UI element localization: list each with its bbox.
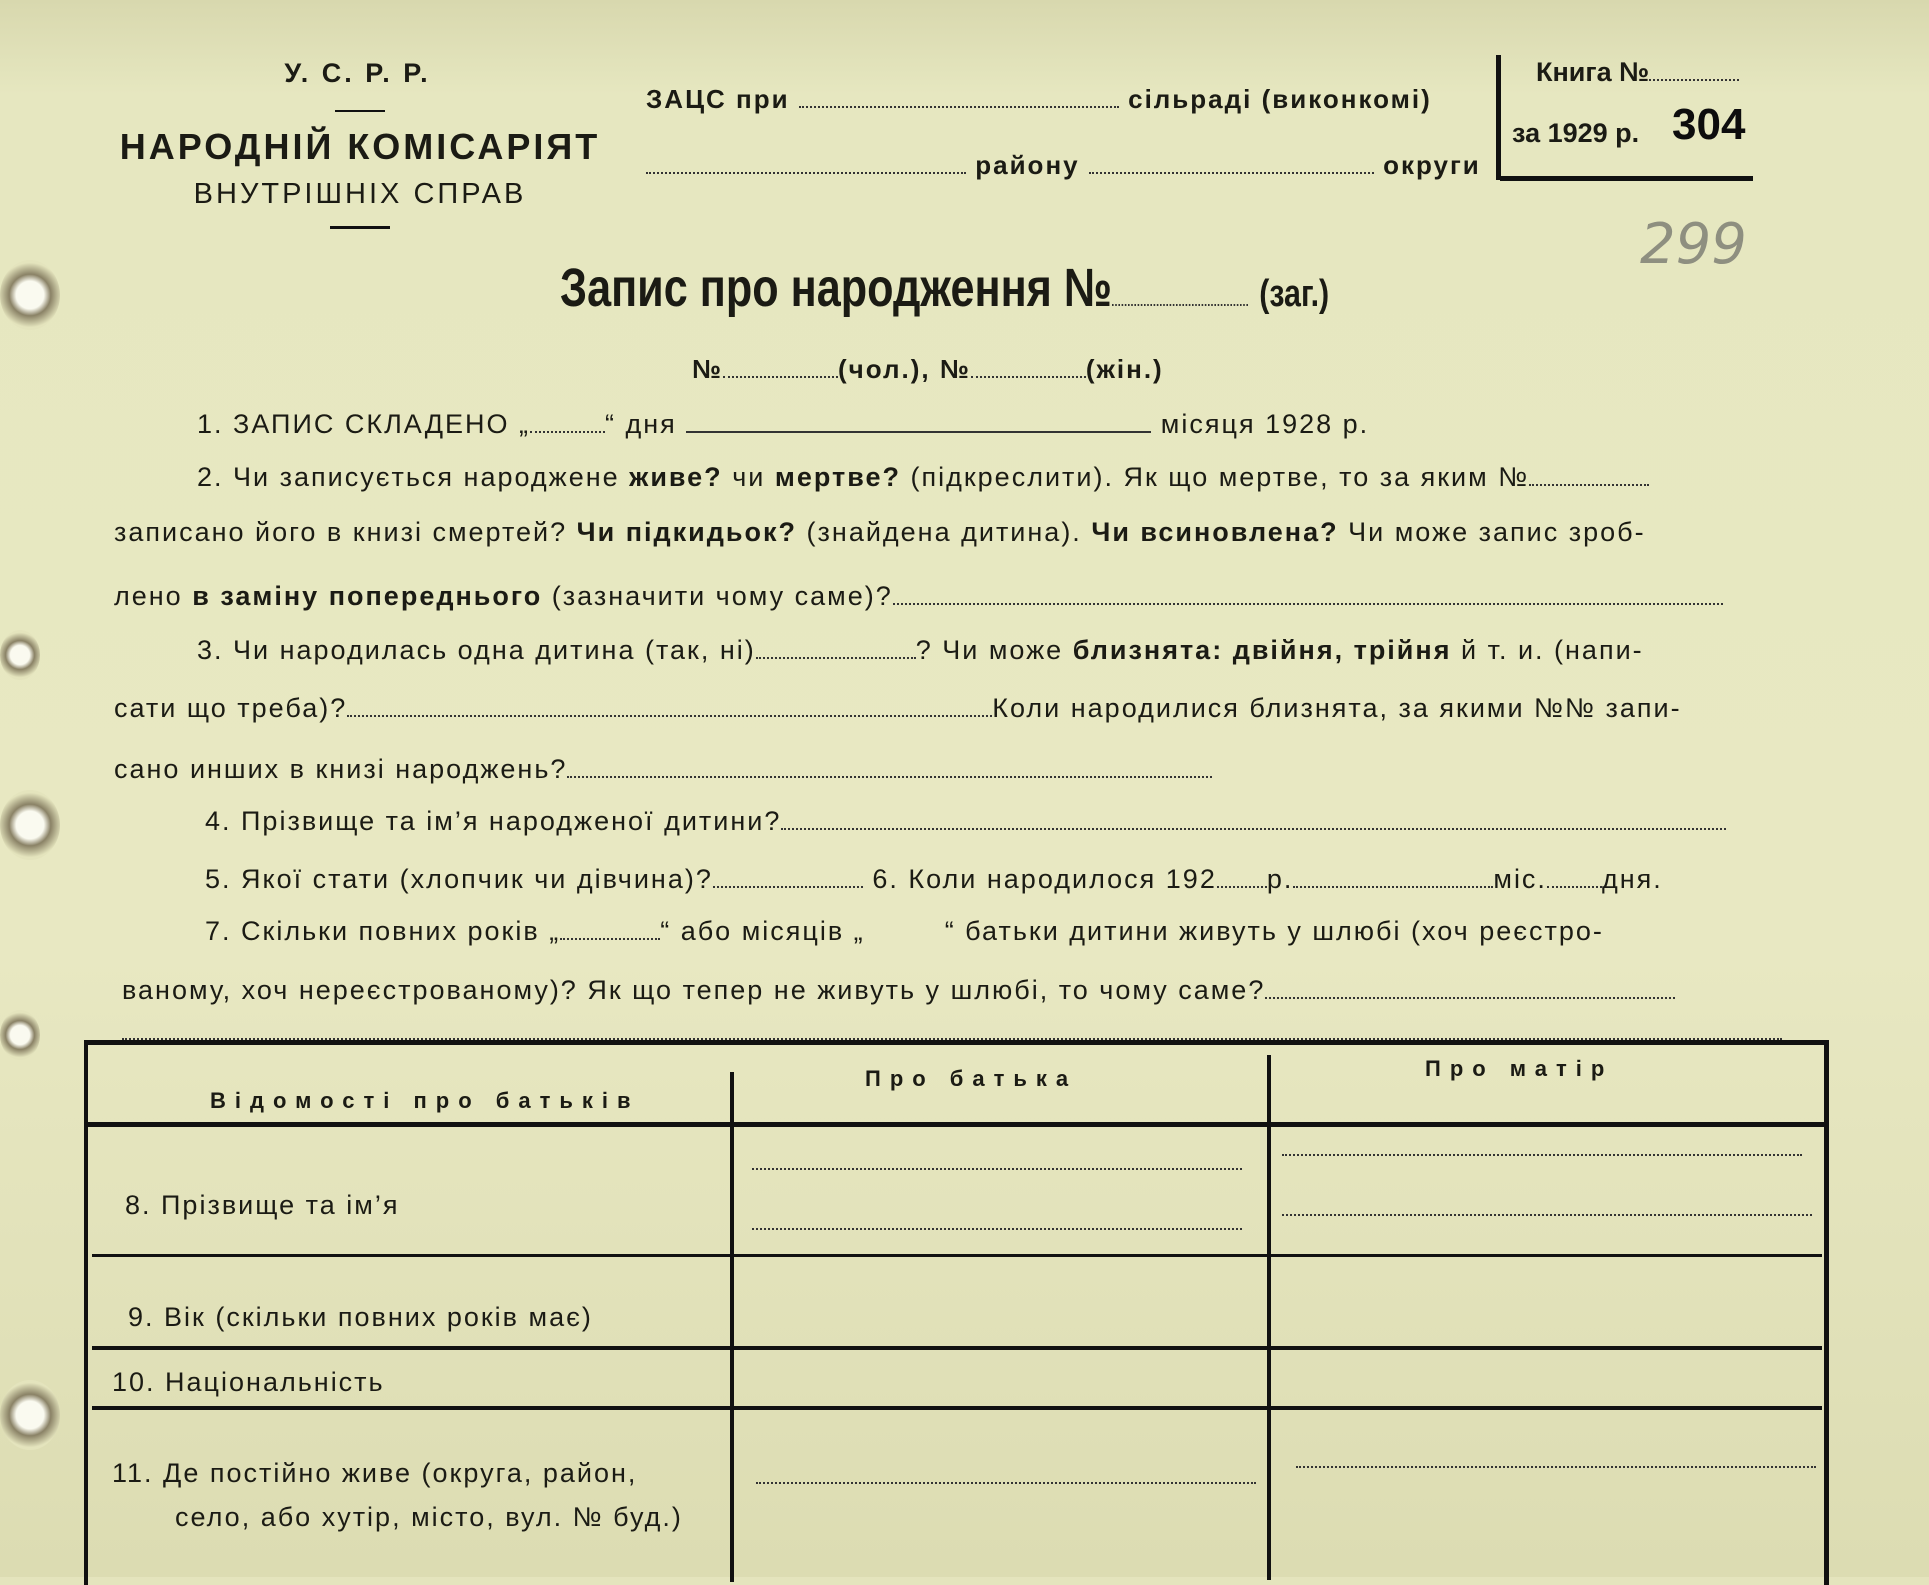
row-nationality-label: 10. Національність — [112, 1367, 385, 1397]
binding-hole — [0, 1010, 40, 1060]
father-residence-field[interactable] — [756, 1482, 1256, 1484]
item-3-cont: сати що треба)? Коли народилися близнята, за якими №№ запи- — [114, 688, 1682, 724]
zacs-suffix: сільраді (виконкомі) — [1128, 84, 1432, 114]
record-number-field[interactable] — [1112, 250, 1248, 306]
zacs-prefix: ЗАЦС при — [646, 84, 790, 114]
council-field[interactable] — [799, 80, 1119, 108]
item-5-6: 5. Якої стати (хлопчик чи дівчина)? 6. Коли народилося 192 р. міс. дня. — [205, 859, 1663, 895]
replacement-reason-field[interactable] — [893, 576, 1723, 605]
months-married-field[interactable] — [865, 913, 945, 940]
item-2-cont2: лено в заміну попереднього (зазначити чому саме)? — [114, 576, 1723, 612]
item-3: 3. Чи народилась одна дитина (так, ні) ? Чи може близнята: двійня, трійня й т. и. (напи- — [197, 630, 1644, 666]
ministry-subtitle: ВНУТРІШНІХ СПРАВ — [193, 178, 527, 210]
month-field[interactable] — [686, 404, 1151, 433]
mother-name-field-2[interactable] — [1282, 1214, 1812, 1216]
item-2-cont: записано його в книзі смертей? Чи підкидьок? (знайдена дитина). Чи всиновлена? Чи може запис зроб- — [114, 517, 1646, 547]
header-father: Про батька — [865, 1066, 1078, 1091]
book-label: Книга № — [1536, 52, 1739, 88]
item-7-cont: ваному, хоч нереєстрованому)? Як що тепер не живуть у шлюбі, то чому саме? — [122, 970, 1675, 1006]
district-label: району — [975, 150, 1080, 180]
single-child-field[interactable] — [756, 630, 916, 659]
years-married-field[interactable] — [560, 911, 660, 940]
header-parents-info: Відомості про батьків — [210, 1088, 640, 1113]
female-number-field[interactable] — [971, 350, 1086, 378]
page-title — [560, 250, 1329, 319]
binding-hole — [0, 790, 60, 860]
archive-number-pencil: 299 — [1640, 212, 1747, 277]
sex-field[interactable] — [713, 859, 863, 888]
sub-number-line: № (чол.), № (жін.) — [692, 350, 1164, 385]
book-number-stamp: 304 — [1672, 100, 1746, 149]
mother-residence-field[interactable] — [1296, 1466, 1816, 1468]
father-name-field-2[interactable] — [752, 1228, 1242, 1230]
male-number-field[interactable] — [723, 350, 838, 378]
item-1: 1. ЗАПИС СКЛАДЕНО „ “ дня місяця 1928 р. — [197, 404, 1369, 440]
marriage-reason-field[interactable] — [1265, 970, 1675, 999]
day-field[interactable] — [530, 404, 605, 433]
state-name: У. С. Р. Р. — [284, 58, 431, 88]
birth-year-field[interactable] — [1217, 859, 1267, 888]
row-residence-label: 11. Де постійно живе (округа, район, — [112, 1458, 638, 1488]
book-year: за 1929 р. — [1512, 118, 1640, 148]
item-2: 2. Чи записується народжене живе? чи мертве? (підкреслити). Як що мертве, то за яким № — [197, 457, 1649, 493]
death-record-field[interactable] — [1529, 457, 1649, 486]
item-4: 4. Прізвище та ім’я народженої дитини? — [205, 801, 1726, 837]
birth-day-field[interactable] — [1547, 859, 1602, 888]
mother-name-field[interactable] — [1282, 1154, 1802, 1156]
ministry-title: НАРОДНІЙ КОМІСАРІЯТ — [119, 126, 601, 167]
twins-records-field[interactable] — [567, 749, 1212, 778]
zacs-line — [646, 80, 1432, 115]
title-text: Запис про народження № — [560, 258, 1113, 318]
birth-month-field[interactable] — [1293, 859, 1493, 888]
item-3-cont2: сано инших в книзі народжень? — [114, 749, 1212, 785]
district-line — [646, 146, 1481, 181]
binding-hole — [0, 260, 60, 330]
father-name-field[interactable] — [752, 1168, 1242, 1170]
item-7: 7. Скільки повних років „ “ або місяців „ “ батьки дитини живуть у шлюбі (хоч реєстро- — [205, 911, 1604, 947]
row-residence-label-2: село, або хутір, місто, вул. № буд.) — [175, 1502, 683, 1532]
okruha-field[interactable] — [1089, 146, 1374, 174]
binding-hole — [0, 1380, 60, 1450]
row-age-label: 9. Вік (скільки повних років має) — [128, 1302, 593, 1332]
row-name-label: 8. Прізвище та ім’я — [125, 1190, 400, 1220]
header-mother: Про матір — [1425, 1056, 1614, 1081]
child-name-field[interactable] — [781, 801, 1726, 830]
twins-field[interactable] — [347, 688, 992, 717]
binding-hole — [0, 630, 40, 680]
title-suffix: (заг.) — [1259, 273, 1330, 315]
okruha-label: округи — [1383, 150, 1481, 180]
district-field[interactable] — [646, 146, 966, 174]
